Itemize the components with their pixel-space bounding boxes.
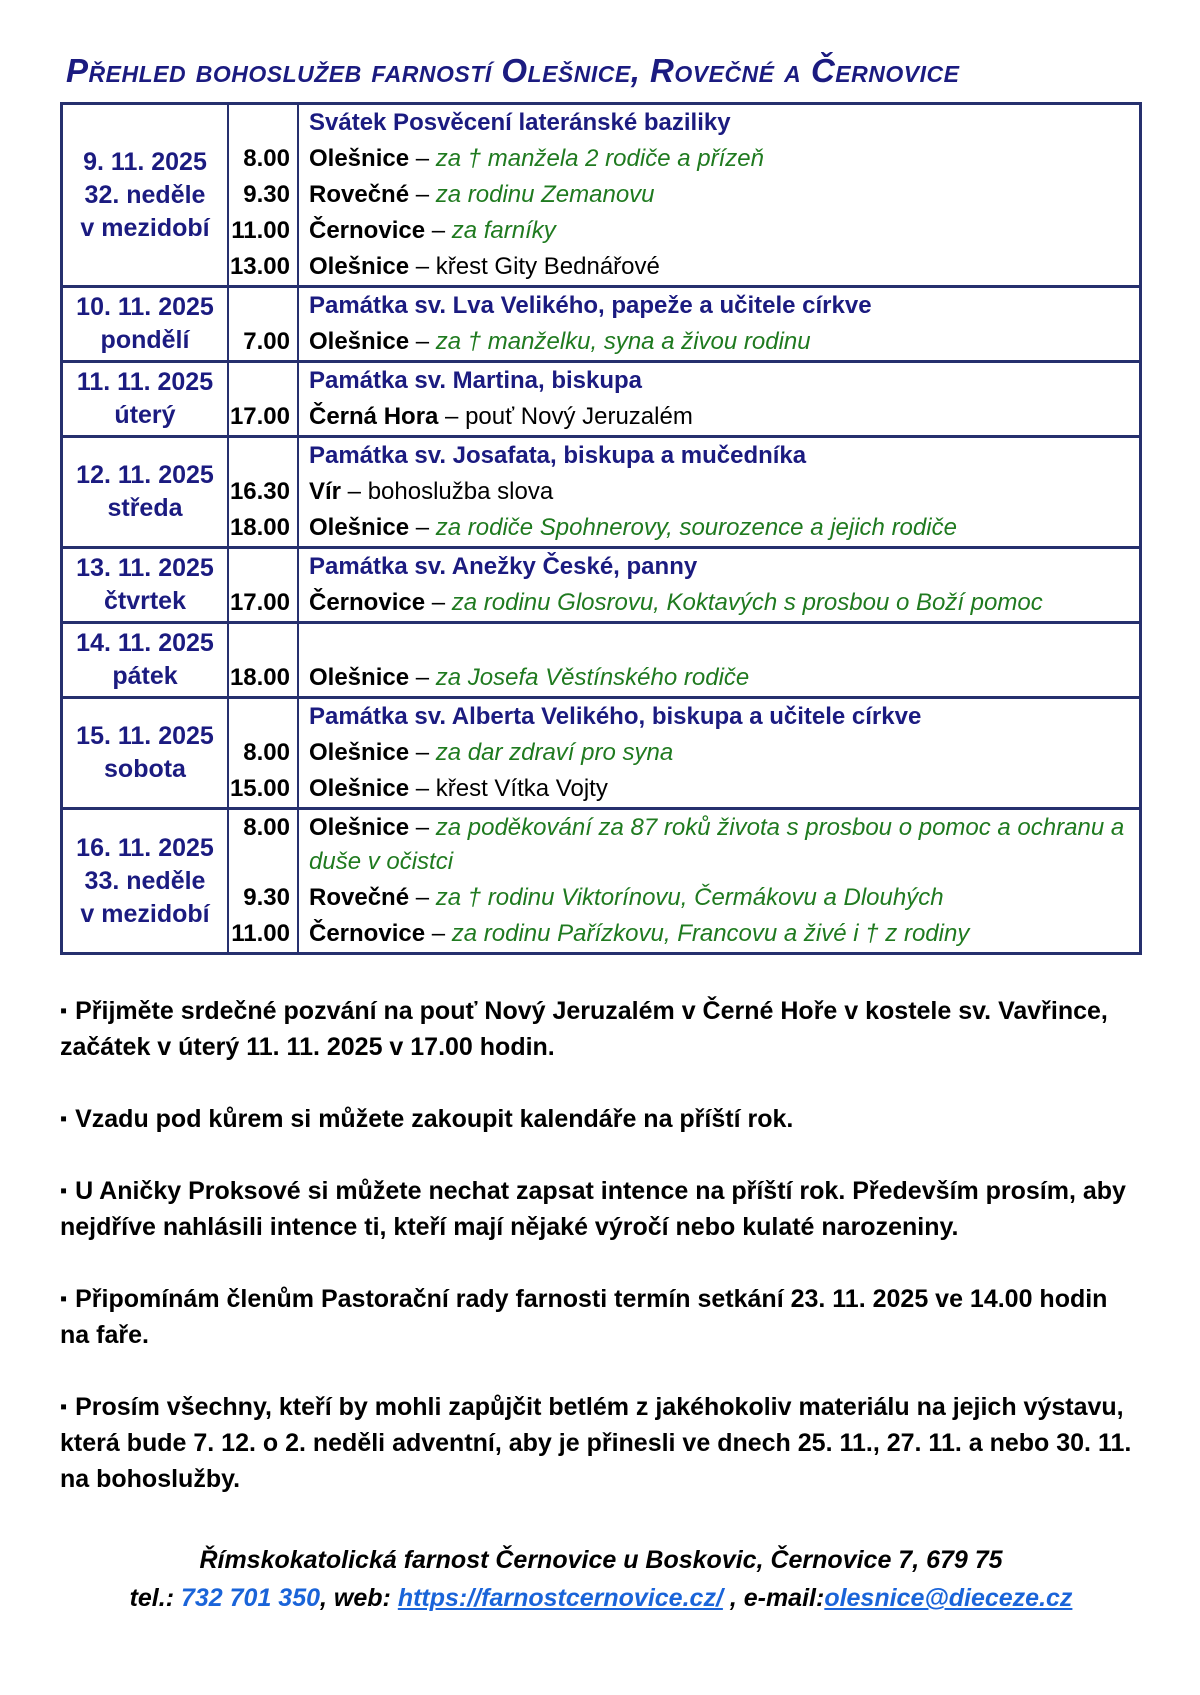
time-cell bbox=[229, 105, 299, 141]
mass-intention: za rodinu Glosrovu, Koktavých s prosbou o Boží pomoc bbox=[451, 589, 1043, 616]
date-cell bbox=[63, 810, 229, 952]
mass-entry bbox=[299, 324, 1139, 360]
mass-intention: křest Vítka Vojty bbox=[435, 775, 608, 802]
bullet-icon: ▪ bbox=[60, 1180, 68, 1202]
place-name: Černovice bbox=[309, 920, 426, 947]
mass-schedule-table bbox=[60, 102, 1142, 955]
mass-intention: pouť Nový Jeruzalém bbox=[465, 403, 693, 430]
date-line: 32. neděle bbox=[84, 180, 206, 209]
place-name: Olešnice bbox=[309, 775, 410, 802]
mass-entry bbox=[299, 771, 1139, 807]
place-name: Olešnice bbox=[309, 814, 410, 841]
date-line: pondělí bbox=[100, 326, 190, 354]
place-name: Vír bbox=[309, 478, 342, 505]
website-link[interactable]: https://farnostcernovice.cz/ bbox=[397, 1584, 723, 1612]
date-line: 14. 11. 2025 bbox=[76, 629, 214, 657]
date-line: 16. 11. 2025 bbox=[76, 833, 214, 862]
time-cell: 17.00 bbox=[229, 399, 299, 435]
mass-entry bbox=[299, 660, 1139, 696]
place-name: Olešnice bbox=[309, 253, 410, 280]
blank-line bbox=[299, 624, 1139, 660]
announcement bbox=[60, 1389, 1142, 1497]
email-link[interactable]: olesnice@dieceze.cz bbox=[824, 1584, 1073, 1612]
schedule-row bbox=[63, 435, 1139, 546]
mass-intention: za rodiče Spohnerovy, sourozence a jejich rodiče bbox=[435, 514, 957, 541]
dash-separator: – bbox=[409, 739, 436, 766]
mass-entry bbox=[299, 510, 1139, 546]
time-cell: 16.30 bbox=[229, 474, 299, 510]
parish-newsletter-page bbox=[60, 52, 1142, 1617]
feast-name: Památka sv. Alberta Velikého, biskupa a učitele církve bbox=[309, 703, 922, 730]
feast-name: Památka sv. Martina, biskupa bbox=[309, 367, 643, 394]
feast-line bbox=[299, 288, 1139, 324]
mass-entry bbox=[299, 880, 1139, 916]
schedule-row bbox=[63, 360, 1139, 435]
feast-line bbox=[299, 549, 1139, 585]
schedule-row bbox=[63, 105, 1139, 285]
mass-entry bbox=[299, 399, 1139, 435]
mass-entry bbox=[299, 213, 1139, 249]
bullet-icon: ▪ bbox=[60, 1000, 68, 1022]
web-label: , web: bbox=[320, 1584, 398, 1612]
feast-name: Památka sv. Josafata, biskupa a mučedníka bbox=[309, 442, 807, 469]
announcement bbox=[60, 993, 1142, 1065]
mass-entry bbox=[299, 810, 1139, 880]
time-cell: 18.00 bbox=[229, 660, 299, 696]
mass-intention: za farníky bbox=[451, 217, 556, 244]
announcement-text: Přijměte srdečné pozvání na pouť Nový Jeruzalém v Černé Hoře v kostele sv. Vavřince, začátek v úterý 11. 11. 2025 v 17.00 hodin. bbox=[60, 997, 1108, 1061]
announcement bbox=[60, 1101, 1142, 1137]
bullet-icon: ▪ bbox=[60, 1288, 68, 1310]
dash-separator: – bbox=[425, 217, 452, 244]
time-cell bbox=[229, 438, 299, 474]
dash-separator: – bbox=[409, 181, 436, 208]
dash-separator: – bbox=[409, 814, 436, 841]
mass-intention: za † manžela 2 rodiče a přízeň bbox=[435, 145, 764, 172]
announcements-section bbox=[60, 993, 1142, 1497]
mass-intention: za rodinu Zemanovu bbox=[435, 181, 655, 208]
mass-intention: za Josefa Věstínského rodiče bbox=[435, 664, 750, 691]
date-line: v mezidobí bbox=[80, 213, 210, 242]
tel-label: tel.: bbox=[129, 1584, 181, 1612]
date-line: středa bbox=[107, 494, 183, 522]
schedule-row bbox=[63, 696, 1139, 807]
time-cell bbox=[229, 624, 299, 660]
time-cell: 15.00 bbox=[229, 771, 299, 807]
mass-intention: za rodinu Pařízkovu, Francovu a živé i † z rodiny bbox=[451, 920, 970, 947]
date-line: 12. 11. 2025 bbox=[76, 461, 214, 489]
time-cell bbox=[229, 363, 299, 399]
date-line: čtvrtek bbox=[104, 587, 186, 615]
bullet-icon: ▪ bbox=[60, 1108, 68, 1130]
dash-separator: – bbox=[409, 328, 436, 355]
announcement bbox=[60, 1173, 1142, 1245]
mass-entry bbox=[299, 585, 1139, 621]
feast-line bbox=[299, 363, 1139, 399]
date-cell bbox=[63, 549, 229, 621]
announcement-text: Vzadu pod kůrem si můžete zakoupit kalendáře na příští rok. bbox=[75, 1105, 794, 1133]
time-cell: 18.00 bbox=[229, 510, 299, 546]
feast-line bbox=[299, 438, 1139, 474]
date-cell bbox=[63, 105, 229, 285]
bullet-icon: ▪ bbox=[60, 1396, 68, 1418]
place-name: Olešnice bbox=[309, 739, 410, 766]
contact-line bbox=[60, 1579, 1142, 1617]
date-line: 15. 11. 2025 bbox=[76, 722, 214, 750]
feast-name: Památka sv. Anežky České, panny bbox=[309, 553, 698, 580]
time-cell: 7.00 bbox=[229, 324, 299, 360]
dash-separator: – bbox=[425, 589, 452, 616]
date-cell bbox=[63, 288, 229, 360]
mass-entry bbox=[299, 141, 1139, 177]
date-cell bbox=[63, 624, 229, 696]
mass-entry bbox=[299, 474, 1139, 510]
time-cell: 9.30 bbox=[229, 880, 299, 916]
place-name: Rovečné bbox=[309, 884, 410, 911]
place-name: Černovice bbox=[309, 217, 426, 244]
announcement bbox=[60, 1281, 1142, 1353]
schedule-row bbox=[63, 621, 1139, 696]
dash-separator: – bbox=[438, 403, 466, 430]
place-name: Černá Hora bbox=[309, 403, 439, 430]
dash-separator: – bbox=[409, 145, 436, 172]
dash-separator: – bbox=[409, 253, 436, 280]
time-cell: 11.00 bbox=[229, 213, 299, 249]
date-cell bbox=[63, 363, 229, 435]
place-name: Olešnice bbox=[309, 664, 410, 691]
announcement-text: Připomínám členům Pastorační rady farnosti termín setkání 23. 11. 2025 ve 14.00 hodin na faře. bbox=[60, 1285, 1108, 1349]
time-cell: 9.30 bbox=[229, 177, 299, 213]
place-name: Olešnice bbox=[309, 145, 410, 172]
place-name: Rovečné bbox=[309, 181, 410, 208]
feast-line bbox=[299, 105, 1139, 141]
time-cell: 8.00 bbox=[229, 810, 299, 880]
dash-separator: – bbox=[409, 664, 436, 691]
date-line: 9. 11. 2025 bbox=[83, 147, 207, 176]
mass-entry bbox=[299, 735, 1139, 771]
date-line: v mezidobí bbox=[80, 899, 210, 928]
mass-intention: bohoslužba slova bbox=[367, 478, 554, 505]
email-label: , e-mail: bbox=[722, 1584, 825, 1612]
time-cell bbox=[229, 699, 299, 735]
mass-intention: za dar zdraví pro syna bbox=[435, 739, 674, 766]
mass-entry bbox=[299, 249, 1139, 285]
place-name: Olešnice bbox=[309, 328, 410, 355]
place-name: Olešnice bbox=[309, 514, 410, 541]
time-cell: 11.00 bbox=[229, 916, 299, 952]
page-title: Přehled bohoslužeb farností Olešnice, Rovečné a Černovice bbox=[66, 52, 960, 89]
time-cell: 13.00 bbox=[229, 249, 299, 285]
tel-number[interactable]: 732 701 350 bbox=[180, 1584, 321, 1612]
schedule-row bbox=[63, 546, 1139, 621]
date-line: 10. 11. 2025 bbox=[76, 293, 214, 321]
date-line: 13. 11. 2025 bbox=[76, 554, 214, 582]
dash-separator: – bbox=[341, 478, 368, 505]
place-name: Černovice bbox=[309, 589, 426, 616]
date-line: 11. 11. 2025 bbox=[76, 368, 214, 396]
time-cell bbox=[229, 288, 299, 324]
schedule-row bbox=[63, 807, 1139, 952]
mass-entry bbox=[299, 177, 1139, 213]
date-cell bbox=[63, 438, 229, 546]
dash-separator: – bbox=[409, 775, 436, 802]
footer bbox=[60, 1541, 1142, 1617]
time-cell bbox=[229, 549, 299, 585]
date-cell bbox=[63, 699, 229, 807]
dash-separator: – bbox=[409, 514, 436, 541]
date-line: sobota bbox=[104, 755, 186, 783]
announcement-text: U Aničky Proksové si můžete nechat zapsat intence na příští rok. Především prosím, aby nejdříve nahlásili intence ti, kteří mají nějaké výročí nebo kulaté narozeniny. bbox=[60, 1177, 1126, 1241]
parish-address: Římskokatolická farnost Černovice u Boskovic, Černovice 7, 679 75 bbox=[199, 1546, 1003, 1574]
feast-name: Památka sv. Lva Velikého, papeže a učitele církve bbox=[309, 292, 872, 319]
time-cell: 8.00 bbox=[229, 735, 299, 771]
feast-name: Svátek Posvěcení lateránské baziliky bbox=[309, 109, 731, 136]
mass-intention: za † rodinu Viktorínovu, Čermákovu a Dlouhých bbox=[435, 884, 944, 911]
dash-separator: – bbox=[425, 920, 452, 947]
announcement-text: Prosím všechny, kteří by mohli zapůjčit betlém z jakéhokoliv materiálu na jejich výstavu, která bude 7. 12. o 2. neděli adventní, aby je přinesli ve dnech 25. 11., 27. 11. a nebo 30. 11. na bohoslužby. bbox=[60, 1393, 1132, 1493]
dash-separator: – bbox=[409, 884, 436, 911]
time-cell: 8.00 bbox=[229, 141, 299, 177]
date-line: 33. neděle bbox=[84, 866, 206, 895]
time-cell: 17.00 bbox=[229, 585, 299, 621]
date-line: úterý bbox=[114, 401, 176, 429]
date-line: pátek bbox=[112, 662, 178, 690]
mass-intention: za poděkování za 87 roků života s prosbou o pomoc a ochranu a duše v očistci bbox=[309, 814, 1125, 875]
mass-intention: křest Gity Bednářové bbox=[435, 253, 660, 280]
mass-intention: za † manželku, syna a živou rodinu bbox=[435, 328, 811, 355]
mass-entry bbox=[299, 916, 1139, 952]
schedule-row bbox=[63, 285, 1139, 360]
feast-line bbox=[299, 699, 1139, 735]
